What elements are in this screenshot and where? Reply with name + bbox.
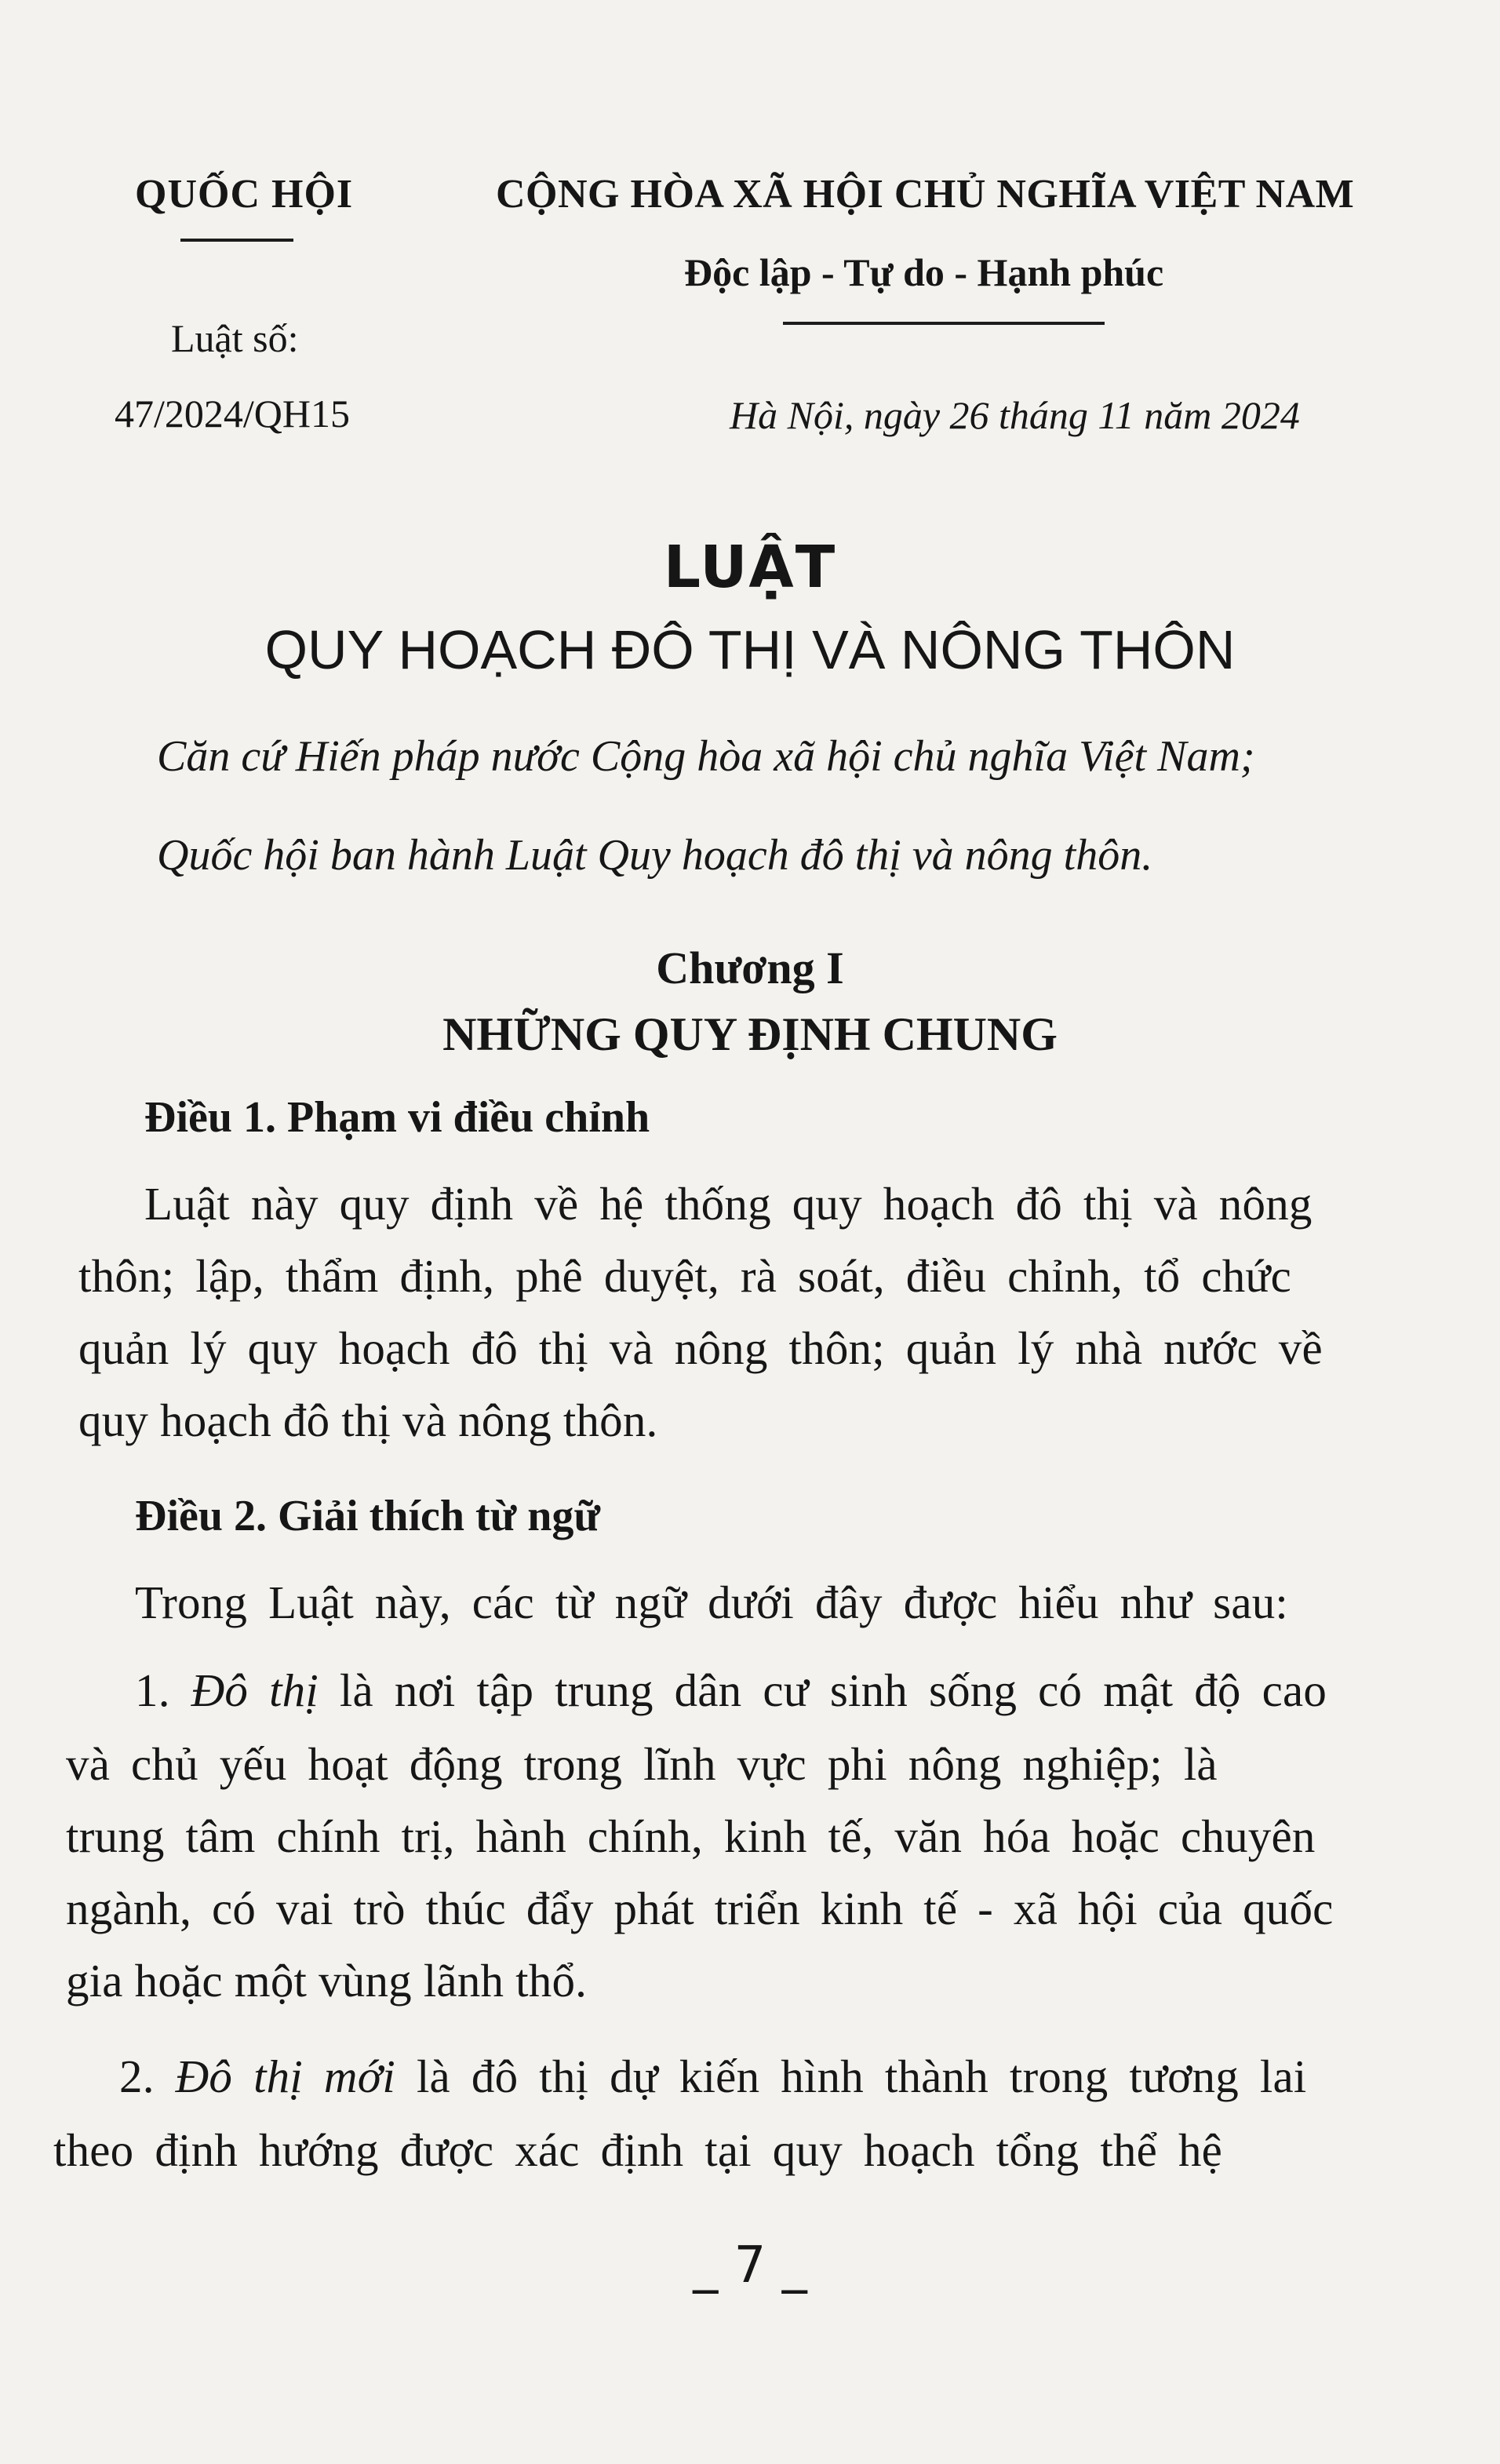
place-and-date: Hà Nội, ngày 26 tháng 11 năm 2024 [730,393,1300,437]
article-1-heading: Điều 1. Phạm vi điều chỉnh [144,1093,650,1142]
document-type-title: LUẬT [663,534,837,601]
definition-item-1-first-line [135,1664,1327,1718]
defined-term: Đô thị [191,1664,319,1716]
definition-item-2-first-line [119,2050,1306,2104]
article-1-line: Luật này quy định về hệ thống quy hoạch đô thị và nông [144,1178,1312,1230]
page-number: _ 7 _ [693,2236,807,2295]
definition-item-number: 1. [135,1664,191,1716]
article-2-intro: Trong Luật này, các từ ngữ dưới đây được hiểu như sau: [135,1576,1289,1628]
definition-item-1-line: ngành, có vai trò thúc đẩy phát triển kinh tế - xã hội của quốc [66,1883,1334,1934]
article-1-line: thôn; lập, thẩm định, phê duyệt, rà soát, điều chỉnh, tổ chức [78,1250,1291,1302]
definition-item-number: 2. [119,2050,176,2102]
defined-term: Đô thị mới [175,2050,395,2102]
organization-underline [180,239,293,242]
chapter-title: NHỮNG QUY ĐỊNH CHUNG [442,1008,1058,1060]
definition-text: là đô thị dự kiến hình thành trong tương lai [395,2050,1307,2102]
motto-underline [783,322,1105,325]
article-2-heading: Điều 2. Giải thích từ ngữ [135,1492,601,1540]
definition-item-2-line: theo định hướng được xác định tại quy hoạch tổng thể hệ [53,2124,1223,2176]
definition-text: là nơi tập trung dân cư sinh sống có mật độ cao [318,1664,1327,1716]
definition-item-1-line: gia hoặc một vùng lãnh thổ. [66,1955,588,2007]
issuing-organization: QUỐC HỘI [135,172,354,217]
national-motto: Độc lập - Tự do - Hạnh phúc [684,250,1164,294]
article-1-line: quản lý quy hoạch đô thị và nông thôn; quản lý nhà nước về [78,1322,1323,1374]
law-name: QUY HOẠCH ĐÔ THỊ VÀ NÔNG THÔN [264,619,1236,680]
article-1-line: quy hoạch đô thị và nông thôn. [78,1394,658,1446]
law-number: 47/2024/QH15 [115,392,350,436]
national-title: CỘNG HÒA XÃ HỘI CHỦ NGHĨA VIỆT NAM [496,172,1355,217]
law-number-label: Luật số: [171,316,299,360]
preamble-basis: Căn cứ Hiến pháp nước Cộng hòa xã hội chủ nghĩa Việt Nam; [157,732,1255,781]
preamble-promulgation: Quốc hội ban hành Luật Quy hoạch đô thị và nông thôn. [157,831,1153,880]
definition-item-1-line: và chủ yếu hoạt động trong lĩnh vực phi nông nghiệp; là [66,1738,1218,1790]
definition-item-1-line: trung tâm chính trị, hành chính, kinh tế, văn hóa hoặc chuyên [66,1810,1316,1862]
chapter-number: Chương I [656,942,844,993]
